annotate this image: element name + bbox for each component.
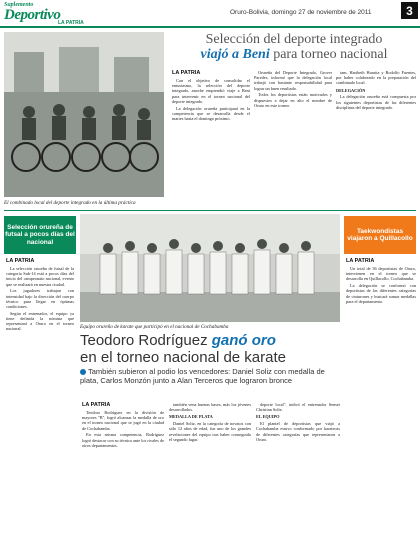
bullet-icon [80, 369, 86, 375]
futsal-article-text: La selección orureña de futsal de la categoría Sub-14 está a pocos días del inicio del campeonato nacional, evento que se realizará en nuestra ciudad. Los jugadores trabajan con intensidad bajo la dirección del cuerpo técnico para llegar en óptimas condiciones. Según el entrenador, el equipo ya tiene definida la nómina que representará a Oruro en el torneo nacional. [6, 266, 74, 332]
main-photo-caption: Equipo orureño de karate que participó en el nacional de Cochabamba [80, 324, 229, 330]
top-headline-tail: para torneo nacional [273, 47, 388, 62]
main-column-1: Teodoro Rodríguez en la división de mayores "B", logró alcanzar la medalla de oro en el torneo nacional que se jugó en la ciudad de Cochabamba. En esta misma competencia, Rodríguez logró destacar con su técnica ante los rivales de otros departamentos. [82, 410, 164, 448]
wheelchair-team-photo [4, 32, 164, 197]
top-column-1: Con el objetivo de consolidar el entusiasmo, la selección del deporte integrado, anoche emprendió viaje a Beni para intervenir en el torneo nacional del deporte integrado. La delegación orureña participará en la competencia que se desarrolla desde el martes hasta el domingo próximo. [172, 78, 250, 121]
main-column-2: también vena buenas bases, más los jóvenes desarrollados. MEDALLA DE PLATA Daniel Soliz, en la categoría de novatos con sólo 12 años de edad, fue uno de los grandes revelaciones del equipo tras haber conseguido el segundo lugar. [169, 402, 251, 442]
main-kicker: LA PATRIA [82, 402, 111, 408]
top-kicker: LA PATRIA [172, 70, 201, 76]
newspaper-name: LA PATRIA [58, 20, 84, 26]
top-headline-highlight: viajó a Beni [200, 47, 270, 62]
top-headline-line1: Selección del deporte integrado [205, 32, 383, 47]
taekwondo-box-title: Taekwondistas viajaron a Quillacollo [344, 216, 416, 254]
supplement-label: Suplemento [4, 2, 34, 8]
top-headline [170, 32, 418, 62]
main-deck-text: También subieron al podio los vencedores: Daniel Soliz con medalla de plata, Carlos Monzón junto a Alan Terceros que lograron bronce [80, 367, 325, 385]
section-logo: Deportivo [4, 7, 61, 23]
karate-team-photo [80, 214, 340, 322]
taekwondo-kicker: LA PATRIA [346, 258, 375, 264]
top-photo-caption: El combinado local del deporte integrado en la última práctica [4, 200, 136, 206]
page-date: Oruro-Bolivia, domingo 27 de noviembre de 2011 [230, 9, 372, 16]
top-column-2: Orureña del Deporte Integrado, Grover Paredes, informó que la delegación local trabajó con bastante responsabilidad para lograr un buen resultado. Todos los deportistas están motivados y dispuestos a dejar en alto el nombre de Oruro en este torneo. [254, 70, 332, 108]
main-headline [80, 332, 342, 366]
main-headline-line2: en el torneo nacional de karate [80, 349, 286, 366]
main-headline-line1: Teodoro Rodríguez [80, 332, 208, 349]
main-column-3: deporte local", indicó el entrenador Sensei Christian Soliz. EL EQUIPO El plantel de deportistas que viajó a Cochabamba estuvo conformado por karatecas de diferentes categorías que representaron a Oruro. [256, 402, 340, 442]
top-column-3: tam, Haribeth Huarita y Rodolfo Fuentes, por haber colaborado en la preparación del combinado local. DELEGACIÓN La delegación orureña está compuesta por los siguientes deportistas de las diferentes disciplinas del deporte integrado. [336, 70, 416, 110]
section-divider [4, 210, 416, 211]
main-deck [80, 368, 342, 385]
taekwondo-article-text: Un total de 36 deportistas de Oruro, intervienen en el torneo que se desarrolla en Quillacollo, Cochabamba. La delegación se conformó con deportistas de las diferentes categorías de cinturones y buscará sumar medallas para el departamento. [346, 266, 416, 304]
main-headline-highlight: ganó oro [211, 332, 276, 349]
page-number: 3 [401, 2, 418, 19]
futsal-box-title: Selección orureña de futsal a pocos días del nacional [4, 216, 76, 254]
futsal-kicker: LA PATRIA [6, 258, 35, 264]
